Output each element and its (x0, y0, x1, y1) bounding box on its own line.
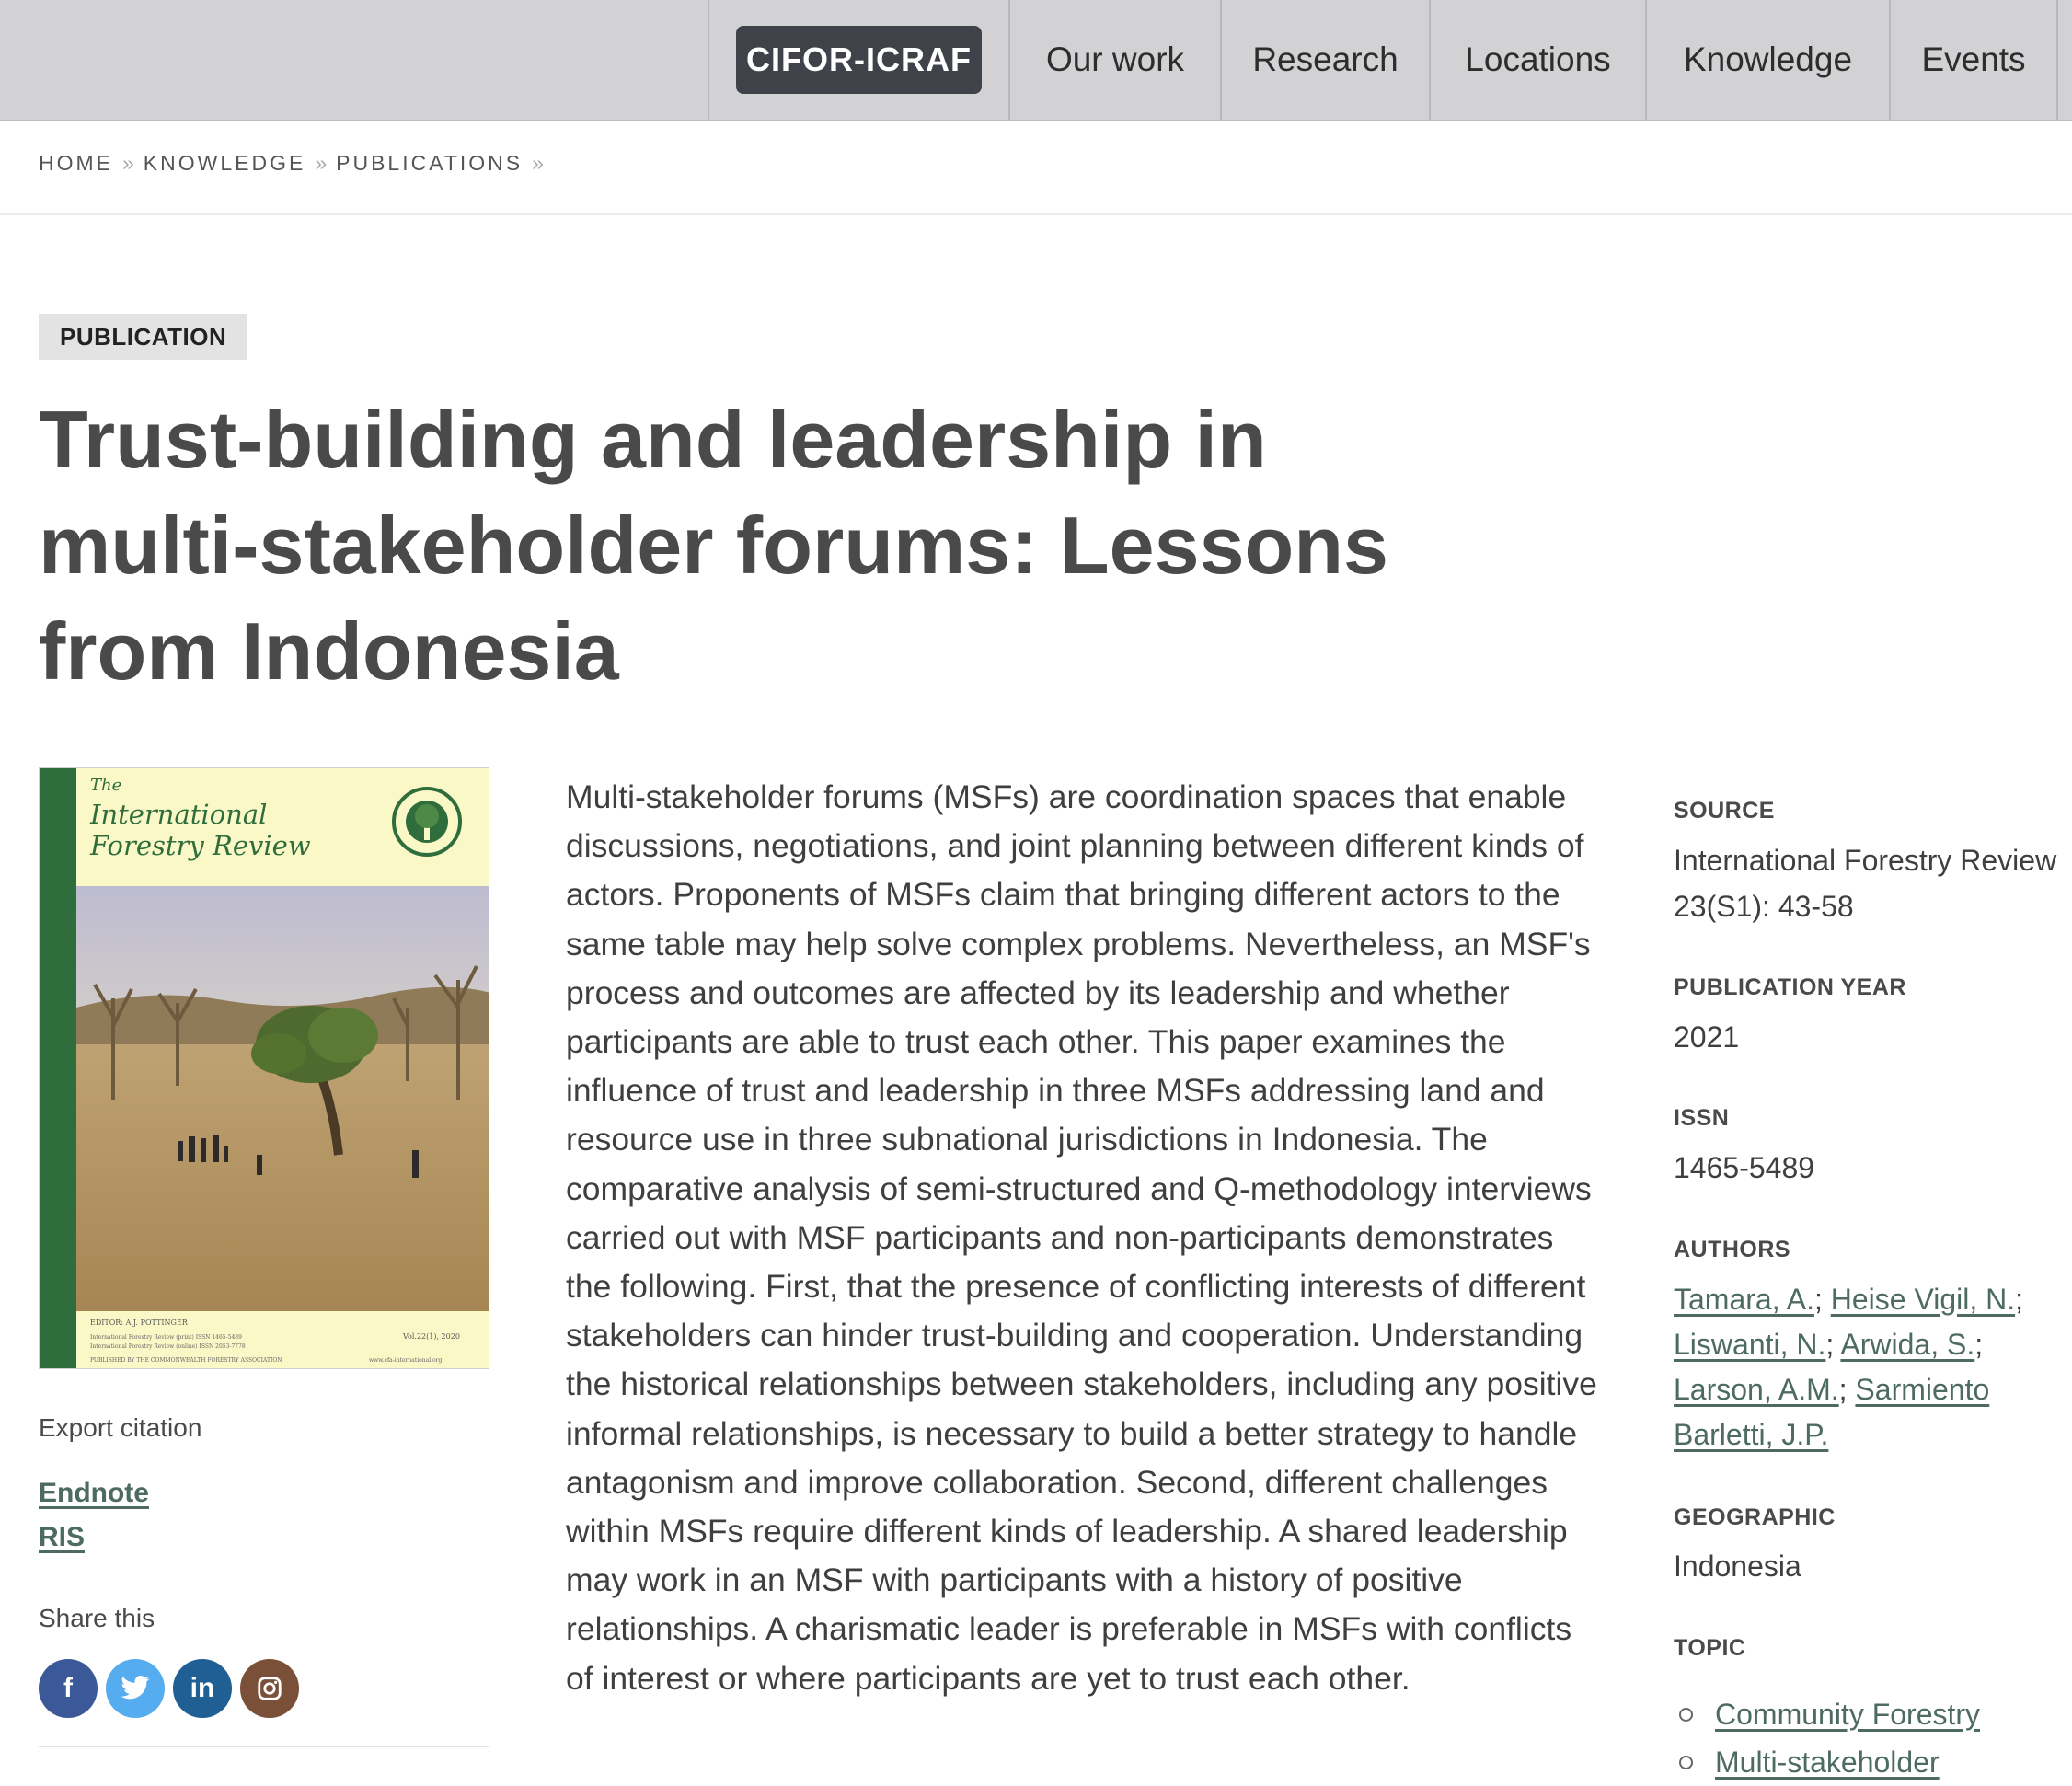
linkedin-icon: in (190, 1673, 215, 1703)
breadcrumb-separator: » (315, 151, 328, 175)
issn-value: 1465-5489 (1674, 1151, 1815, 1184)
authors-heading: AUTHORS (1674, 1237, 1791, 1262)
cover-issn-print: International Forestry Review (print) ISSN 1465-5489 (90, 1334, 242, 1341)
breadcrumb-separator: » (122, 151, 134, 175)
topic-link[interactable]: Multi-stakeholder (1715, 1746, 1940, 1779)
cover-volume: Vol.22(1), 2020 (403, 1332, 460, 1341)
share-linkedin-button[interactable] (173, 1659, 232, 1718)
share-buttons (39, 1659, 299, 1718)
cover-the: The (90, 776, 122, 795)
brand-logo[interactable]: CIFOR-ICRAF (736, 26, 982, 94)
author-link[interactable]: Tamara, A. (1674, 1283, 1814, 1316)
source-volume: 23(S1): 43-58 (1674, 890, 1854, 923)
share-instagram-button[interactable] (240, 1659, 299, 1718)
nav-item-our-work[interactable]: Our work (1008, 0, 1220, 120)
nav-brand-link[interactable] (708, 0, 1008, 120)
nav-item-research[interactable]: Research (1220, 0, 1429, 120)
export-citation-label: Export citation (39, 1413, 202, 1442)
nav-item-knowledge[interactable]: Knowledge (1645, 0, 1889, 120)
list-item (1674, 1690, 1980, 1738)
cover-publisher: PUBLISHED BY THE COMMONWEALTH FORESTRY ASSOCIATION (90, 1357, 282, 1364)
cover-title-line2: Forestry Review (90, 830, 311, 861)
source-heading: SOURCE (1674, 798, 1775, 824)
geographic-value: Indonesia (1674, 1550, 1801, 1583)
main-nav (708, 0, 2058, 120)
source-journal: International Forestry Review (1674, 844, 2057, 877)
issn-heading: ISSN (1674, 1105, 1730, 1131)
breadcrumb-home[interactable]: HOME (39, 151, 113, 175)
breadcrumb-separator: » (532, 151, 544, 175)
page-title: Trust-building and leadership in multi-stakeholder forums: Lessons from Indonesia (39, 394, 1388, 697)
export-endnote-link[interactable]: Endnote (39, 1478, 149, 1508)
share-twitter-button[interactable] (106, 1659, 165, 1718)
author-link[interactable]: Heise Vigil, N. (1830, 1283, 2016, 1316)
bullet-circle-icon (1679, 1708, 1693, 1722)
cover-editor: EDITOR: A.J. POTTINGER (90, 1319, 188, 1327)
topic-link[interactable]: Community Forestry (1715, 1698, 1981, 1731)
author-link[interactable]: Larson, A.M. (1674, 1373, 1839, 1406)
cfa-seal-icon (394, 789, 460, 855)
breadcrumb (39, 151, 553, 176)
publication-abstract: Multi-stakeholder forums (MSFs) are coordination spaces that enable discussions, negotiations, and joint planning between different kinds of actors. Proponents of MSFs claim that bringing different actors to the same table may help solve complex problems. Nevertheless, an MSF's process and outcomes are affected by its leadership and whether participants are able to trust each other. This paper examines the influence of trust and leadership in three MSFs addressing land and resource use in three subnational jurisdictions in Indonesia. The comparative analysis of semi-structured and Q-methodology interviews carried out with MSF participants and non-participants demonstrates the following. First, that the presence of conflicting interests of different stakeholders can hinder trust-building and cooperation. Understanding the historical relationships between stakeholders, including any positive informal relationships, is necessary to build a better strategy to handle antagonism and improve collaboration. Second, different challenges within MSFs require different kinds of leadership. A shared leadership may work in an MSF with participants with a history of positive relationships. A charismatic leader is preferable in MSFs with conflicts of interest or where participants are yet to trust each other. (566, 778, 1597, 1697)
export-ris-link[interactable]: RIS (39, 1522, 86, 1552)
bullet-circle-icon (1679, 1756, 1693, 1769)
list-item (1674, 1738, 1980, 1786)
nav-item-events[interactable]: Events (1889, 0, 2058, 120)
topic-list (1674, 1690, 1980, 1786)
publication-year-value: 2021 (1674, 1020, 1740, 1054)
nav-item-locations[interactable]: Locations (1429, 0, 1645, 120)
breadcrumb-knowledge[interactable]: KNOWLEDGE (143, 151, 306, 175)
share-divider (39, 1746, 489, 1747)
instagram-icon (256, 1675, 283, 1702)
cover-ground (76, 1044, 489, 1311)
breadcrumb-publications[interactable]: PUBLICATIONS (336, 151, 524, 175)
geographic-heading: GEOGRAPHIC (1674, 1504, 1836, 1530)
cover-website: www.cfa-international.org (369, 1357, 443, 1364)
facebook-icon: f (63, 1673, 73, 1703)
publication-year-heading: PUBLICATION YEAR (1674, 974, 1906, 1000)
journal-cover-image (39, 767, 489, 1369)
cover-issn-online: International Forestry Review (online) ISSN 2053-7778 (90, 1343, 246, 1350)
topic-heading: TOPIC (1674, 1635, 1746, 1661)
twitter-icon (120, 1675, 151, 1702)
author-link[interactable]: Sarmiento Barletti, J.P. (1674, 1373, 1990, 1451)
publication-badge: PUBLICATION (39, 314, 247, 360)
breadcrumb-divider (0, 213, 2072, 215)
cover-spine (40, 768, 76, 1369)
author-link[interactable]: Arwida, S. (1840, 1328, 1975, 1361)
share-facebook-button[interactable] (39, 1659, 98, 1718)
top-navigation-bar (0, 0, 2072, 121)
authors-list: Tamara, A.; Heise Vigil, N.; Liswanti, N.; Arwida, S.; Larson, A.M.; Sarmiento Barletti, J.P. (1674, 1283, 2023, 1451)
author-link[interactable]: Liswanti, N. (1674, 1328, 1826, 1361)
cover-title-line1: International (90, 799, 268, 830)
share-label: Share this (39, 1604, 155, 1632)
